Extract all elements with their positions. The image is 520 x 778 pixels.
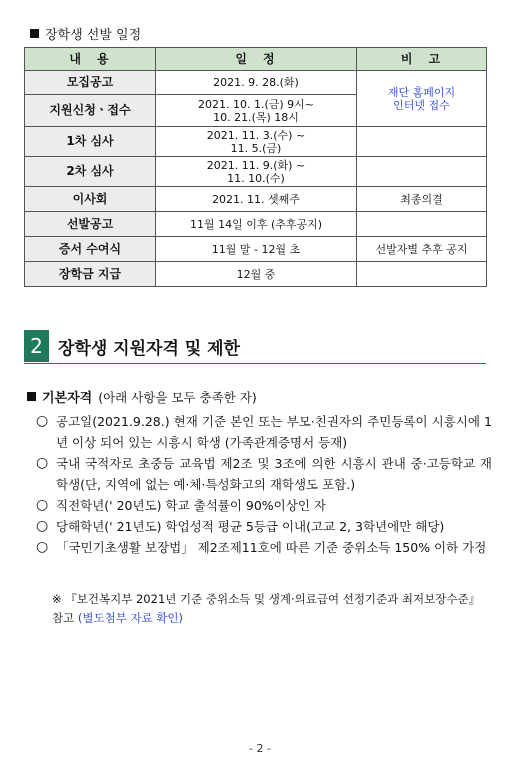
row-note: 최종의결 [357, 187, 487, 212]
row-item: 장학금 지급 [25, 262, 156, 287]
section-divider [24, 363, 486, 364]
section-number-badge: 2 [24, 330, 49, 362]
table-row [25, 212, 487, 237]
table-row [25, 127, 487, 157]
header-note: 비 고 [357, 48, 487, 71]
row-schedule: 2021. 11. 3.(수) ~ 11. 5.(금) [156, 127, 357, 157]
row-item: 2차 심사 [25, 157, 156, 187]
row-item: 모집공고 [25, 71, 156, 95]
row-note-homepage: 재단 홈페이지 인터넷 접수 [357, 71, 487, 127]
circle-bullet-icon: ○ [36, 539, 49, 555]
basic-note: (아래 사항을 모두 충족한 자) [98, 389, 257, 405]
row-item: 증서 수여식 [25, 237, 156, 262]
list-item: ○ 직전학년(' 20년도) 학교 출석률이 90%이상인 자 [36, 495, 492, 516]
header-schedule: 일 정 [156, 48, 357, 71]
basic-qualification-heading [27, 387, 257, 406]
schedule-table [24, 47, 487, 287]
row-note [357, 212, 487, 237]
circle-bullet-icon: ○ [36, 413, 49, 429]
section2-title: 장학생 지원자격 및 제한 [58, 339, 240, 359]
square-bullet-icon [30, 29, 39, 38]
circle-bullet-icon: ○ [36, 497, 49, 513]
section2-heading [24, 330, 486, 364]
square-bullet-icon [27, 392, 36, 401]
qualification-list [36, 411, 492, 558]
table-row [25, 187, 487, 212]
row-schedule: 2021. 11. 셋째주 [156, 187, 357, 212]
circle-bullet-icon: ○ [36, 455, 49, 471]
row-item: 이사회 [25, 187, 156, 212]
page-number: - 2 - [249, 742, 271, 755]
list-item: ○ 국내 국적자로 초중등 교육법 제2조 및 3조에 의한 시흥시 관내 중·고등학교 재학생(단, 지역에 없는 예·체·특성화고의 재학생도 포함.) [36, 453, 492, 495]
list-item: ○ 당해학년(' 21년도) 학업성적 평균 5등급 이내(고교 2, 3학년에만 해당) [36, 516, 492, 537]
row-schedule: 2021. 10. 1.(금) 9시~ 10. 21.(목) 18시 [156, 95, 357, 127]
table-row [25, 262, 487, 287]
row-note [357, 157, 487, 187]
reference-text: ※ 『보건복지부 2021년 기준 중위소득 및 생계·의료급여 선정기준과 최저보장수준』 참고 [52, 592, 481, 625]
table-row [25, 71, 487, 95]
table-row [25, 237, 487, 262]
row-note [357, 262, 487, 287]
circle-bullet-icon: ○ [36, 518, 49, 534]
row-note: 선발자별 추후 공지 [357, 237, 487, 262]
row-schedule: 2021. 11. 9.(화) ~ 11. 10.(수) [156, 157, 357, 187]
basic-label: 기본자격 [42, 391, 93, 406]
row-item: 지원신청ㆍ접수 [25, 95, 156, 127]
reference-note [52, 590, 492, 628]
row-schedule: 11월 말 - 12월 초 [156, 237, 357, 262]
table-row [25, 157, 487, 187]
schedule-title: 장학생 선발 일정 [45, 28, 142, 43]
row-item: 선발공고 [25, 212, 156, 237]
row-note [357, 127, 487, 157]
row-schedule: 11월 14일 이후 (추후공지) [156, 212, 357, 237]
row-schedule: 2021. 9. 28.(화) [156, 71, 357, 95]
table-header-row [25, 48, 487, 71]
header-content: 내 용 [25, 48, 156, 71]
row-schedule: 12월 중 [156, 262, 357, 287]
list-item: ○ 「국민기초생활 보장법」 제2조제11호에 따른 기준 중위소득 150% 이하 가정 [36, 537, 492, 558]
row-item: 1차 심사 [25, 127, 156, 157]
list-item: ○ 공고일(2021.9.28.) 현재 기준 본인 또는 부모·친권자의 주민등록이 시흥시에 1년 이상 되어 있는 시흥시 학생 (가족관계증명서 등재) [36, 411, 492, 453]
reference-attachment-link: (별도첨부 자료 확인) [77, 611, 184, 625]
schedule-heading [30, 24, 141, 43]
